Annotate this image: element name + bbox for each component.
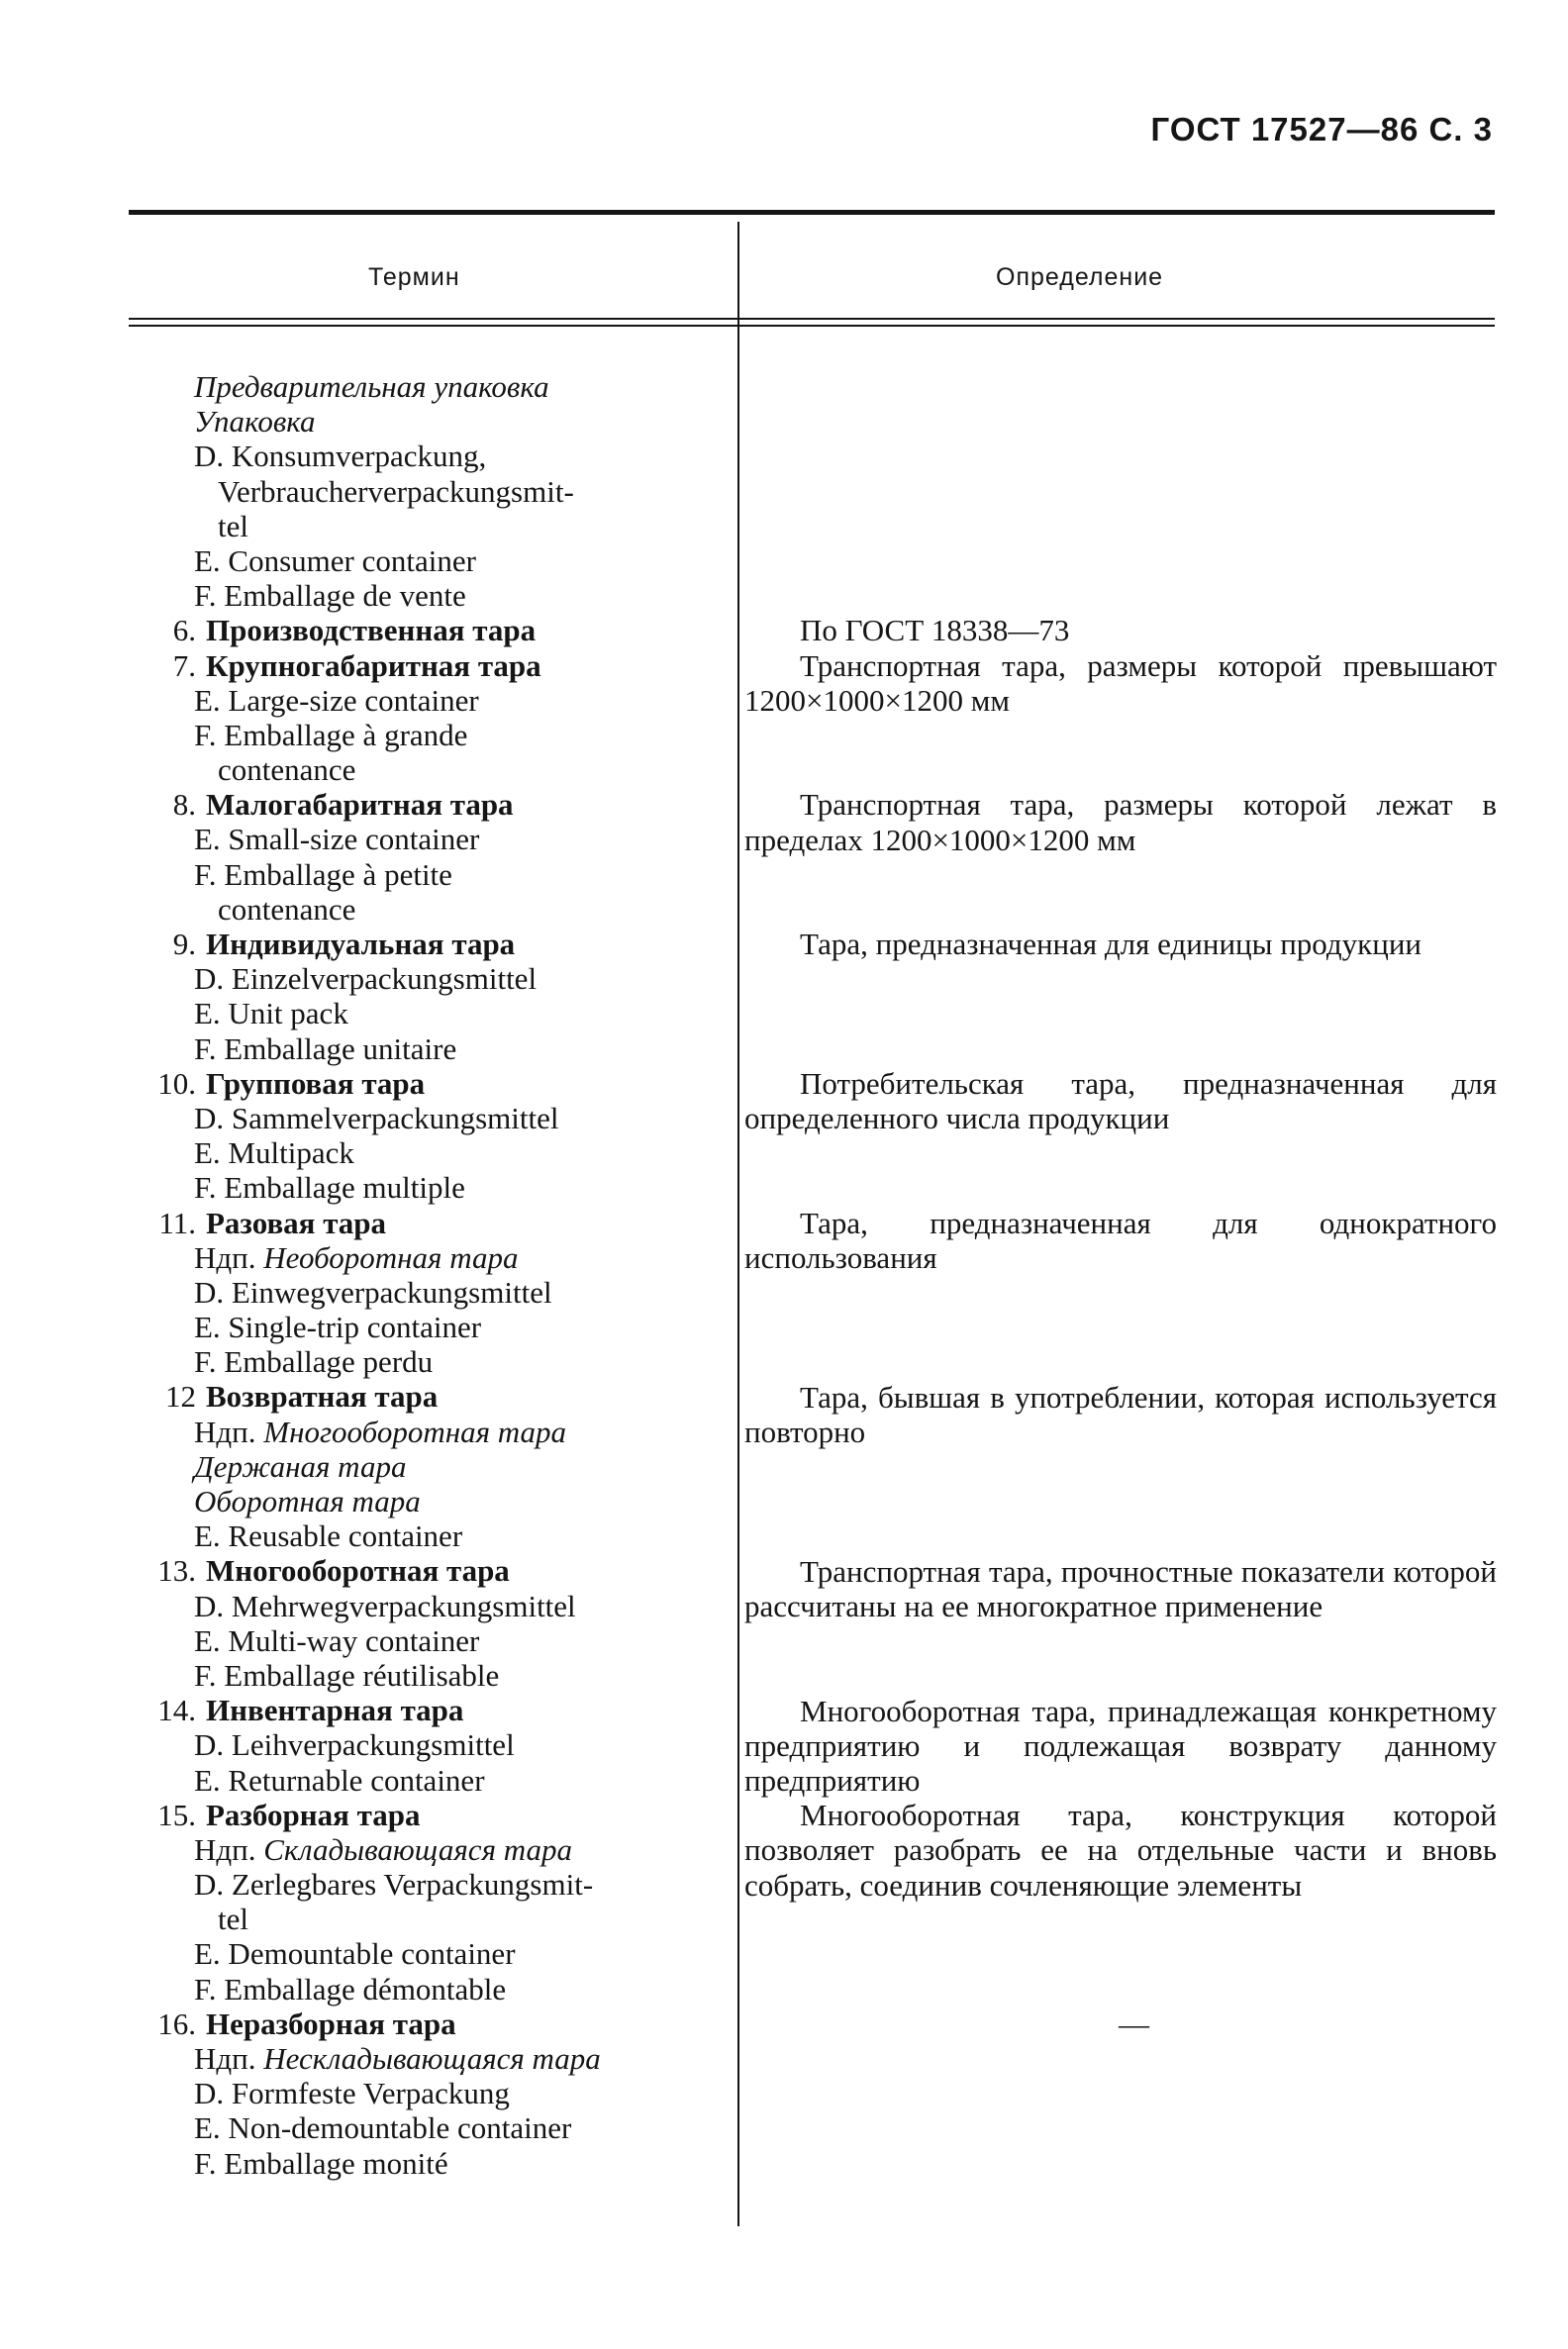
- term-line: [129, 1589, 733, 1623]
- term-entry: [129, 927, 733, 961]
- term-text: contenance: [218, 752, 356, 788]
- term-text: E. Small-size container: [194, 822, 480, 857]
- term-text: Малогабаритная тара: [206, 787, 514, 823]
- term-line: [129, 1170, 733, 1205]
- term-line: [129, 543, 733, 578]
- term-text: Индивидуальная тара: [206, 927, 516, 961]
- term-line: [129, 404, 733, 439]
- header-rule-second: [129, 325, 1495, 327]
- term-line: [129, 2041, 733, 2076]
- term-text: E. Returnable container: [194, 1762, 485, 1798]
- term-line: [129, 1101, 733, 1135]
- term-line: [129, 1310, 733, 1344]
- term-text: D. Formfeste Verpackung: [194, 2076, 510, 2111]
- term-entry: [129, 613, 733, 647]
- term-line: [129, 2076, 733, 2110]
- term-number: 14.: [157, 1693, 196, 1728]
- term-text: F. Emballage multiple: [194, 1170, 465, 1206]
- term-entry: [129, 1206, 733, 1240]
- column-header-term: Термин: [368, 263, 460, 291]
- term-text: D. Leihverpackungsmittel: [194, 1727, 515, 1763]
- term-line: [129, 1832, 733, 1867]
- term-text: Разовая тара: [206, 1205, 387, 1240]
- term-text: Многооборотная тара: [206, 1553, 510, 1589]
- term-line: [129, 439, 733, 473]
- term-text: Крупногабаритная тара: [206, 647, 541, 683]
- definition-text: Потребительская тара, предназначенная для определенного числа продукции: [744, 1066, 1497, 1136]
- term-line: [129, 578, 733, 613]
- term-text: D. Mehrwegverpackungsmittel: [194, 1588, 576, 1623]
- term-line: [129, 892, 733, 927]
- term-line: [129, 1135, 733, 1170]
- term-number: 6.: [172, 613, 196, 648]
- term-text: E. Consumer container: [194, 542, 476, 578]
- term-text: tel: [218, 508, 248, 543]
- term-text: D. Konsumverpackung,: [194, 439, 487, 474]
- term-text: Предварительная упаковка: [194, 369, 549, 404]
- definition-dash: —: [1119, 2006, 1149, 2042]
- term-entry: [129, 1379, 733, 1414]
- term-entry: [129, 1798, 733, 1832]
- term-text: Упаковка: [194, 404, 316, 440]
- term-text: Разборная тара: [206, 1797, 421, 1832]
- term-text: E. Reusable container: [194, 1518, 463, 1554]
- term-line: [129, 2146, 733, 2181]
- term-entry: [129, 1066, 733, 1101]
- term-line: [129, 1658, 733, 1693]
- definition-text: По ГОСТ 18338—73: [800, 613, 1070, 648]
- term-line: [129, 1972, 733, 2006]
- term-number: 16.: [157, 2006, 196, 2041]
- term-line: [129, 1727, 733, 1762]
- term-text: E. Unit pack: [194, 996, 348, 1031]
- term-number: 10.: [157, 1065, 196, 1101]
- term-line: [129, 996, 733, 1030]
- definition-text: Тара, предназначенная для однократного использования: [744, 1205, 1497, 1275]
- table-top-rule: [129, 210, 1495, 215]
- term-text: E. Non-demountable container: [194, 2110, 572, 2146]
- term-text: F. Emballage démontable: [194, 1971, 507, 2006]
- term-entry: [129, 1553, 733, 1588]
- term-text: E. Large-size container: [194, 682, 479, 718]
- term-line: [129, 752, 733, 787]
- term-line: [129, 1344, 733, 1379]
- term-entry: [129, 648, 733, 683]
- column-header-definition: Определение: [996, 263, 1164, 291]
- term-number: 9.: [172, 927, 196, 961]
- definition-text: Транспортная тара, прочностные показатели которой рассчитаны на ее многократное применение: [744, 1553, 1497, 1623]
- term-text: Инвентарная тара: [206, 1693, 464, 1728]
- definition-text: Транспортная тара, размеры которой превышают 1200×1000×1200 мм: [744, 647, 1497, 718]
- definition-text: Многооборотная тара, конструкция которой позволяет разобрать ее на отдельные части и вновь собрать, соединив сочленяющие элементы: [744, 1798, 1497, 1903]
- term-line: [129, 857, 733, 892]
- term-text: E. Multipack: [194, 1135, 354, 1171]
- term-line: [129, 1518, 733, 1553]
- term-line: [129, 1867, 733, 1902]
- term-line: [129, 718, 733, 752]
- term-text: F. Emballage à petite: [194, 856, 452, 892]
- term-text: Возвратная тара: [206, 1379, 439, 1415]
- term-text: F. Emballage perdu: [194, 1344, 434, 1380]
- term-line: [129, 683, 733, 718]
- definition-text: Тара, предназначенная для единицы продукции: [800, 927, 1422, 962]
- term-text: contenance: [218, 891, 356, 927]
- term-line: [129, 474, 733, 509]
- term-text: Ндп. Многооборотная тара: [194, 1414, 567, 1449]
- term-text: F. Emballage à grande: [194, 717, 468, 752]
- term-text: E. Demountable container: [194, 1936, 516, 1972]
- term-number: 7.: [172, 647, 196, 683]
- term-text: tel: [218, 1902, 248, 1937]
- term-text: Неразборная тара: [206, 2006, 456, 2041]
- definition-text: Многооборотная тара, принадлежащая конкретному предприятию и подлежащая возврату данному предприятию: [744, 1693, 1497, 1798]
- term-text: Оборотная тара: [194, 1484, 421, 1518]
- term-line: [129, 1902, 733, 1936]
- term-text: Держаная тара: [194, 1448, 407, 1484]
- term-line: [129, 1763, 733, 1798]
- column-divider: [737, 222, 739, 2226]
- term-text: Ндп. Нескладывающаяся тара: [194, 2041, 601, 2076]
- term-text: Групповая тара: [206, 1065, 426, 1101]
- term-text: Ндп. Складывающаяся тара: [194, 1831, 572, 1867]
- term-line: [129, 1031, 733, 1066]
- term-text: D. Zerlegbares Verpackungsmit-: [194, 1867, 594, 1903]
- term-number: 11.: [158, 1205, 196, 1240]
- term-line: [129, 1936, 733, 1971]
- definition-text: Транспортная тара, размеры которой лежат в пределах 1200×1000×1200 мм: [744, 787, 1497, 857]
- header-rule: [129, 318, 1495, 320]
- term-entry: [129, 1693, 733, 1727]
- definition-text: Тара, бывшая в употреблении, которая используется повторно: [744, 1379, 1497, 1449]
- term-text: F. Emballage monité: [194, 2145, 448, 2181]
- term-line: [129, 1240, 733, 1275]
- term-entry: [129, 2006, 733, 2041]
- term-text: F. Emballage de vente: [194, 578, 466, 614]
- term-line: [129, 369, 733, 404]
- term-text: E. Multi-way container: [194, 1622, 480, 1658]
- term-line: [129, 2110, 733, 2145]
- term-text: D. Sammelverpackungsmittel: [194, 1100, 559, 1135]
- term-line: [129, 1415, 733, 1449]
- term-text: Производственная тара: [206, 613, 537, 648]
- term-line: [129, 822, 733, 856]
- term-line: [129, 1449, 733, 1484]
- term-number: 8.: [172, 787, 196, 823]
- term-entry: [129, 787, 733, 822]
- term-text: D. Einzelverpackungsmittel: [194, 961, 538, 997]
- term-line: [129, 1484, 733, 1518]
- term-text: F. Emballage unitaire: [194, 1030, 457, 1066]
- term-line: [129, 1623, 733, 1658]
- term-number: 13.: [157, 1553, 196, 1589]
- term-column: [129, 369, 733, 2181]
- term-line: [129, 961, 733, 996]
- term-text: Verbraucherverpackungsmit-: [218, 473, 574, 509]
- term-number: 12: [165, 1379, 196, 1415]
- page-header: ГОСТ 17527—86 С. 3: [1150, 111, 1493, 147]
- term-text: D. Einwegverpackungsmittel: [194, 1274, 552, 1310]
- term-number: 15.: [157, 1797, 196, 1832]
- term-text: Ндп. Необоротная тара: [194, 1239, 519, 1275]
- term-text: F. Emballage réutilisable: [194, 1657, 500, 1693]
- term-line: [129, 1275, 733, 1310]
- term-text: E. Single-trip container: [194, 1310, 482, 1345]
- term-line: [129, 509, 733, 543]
